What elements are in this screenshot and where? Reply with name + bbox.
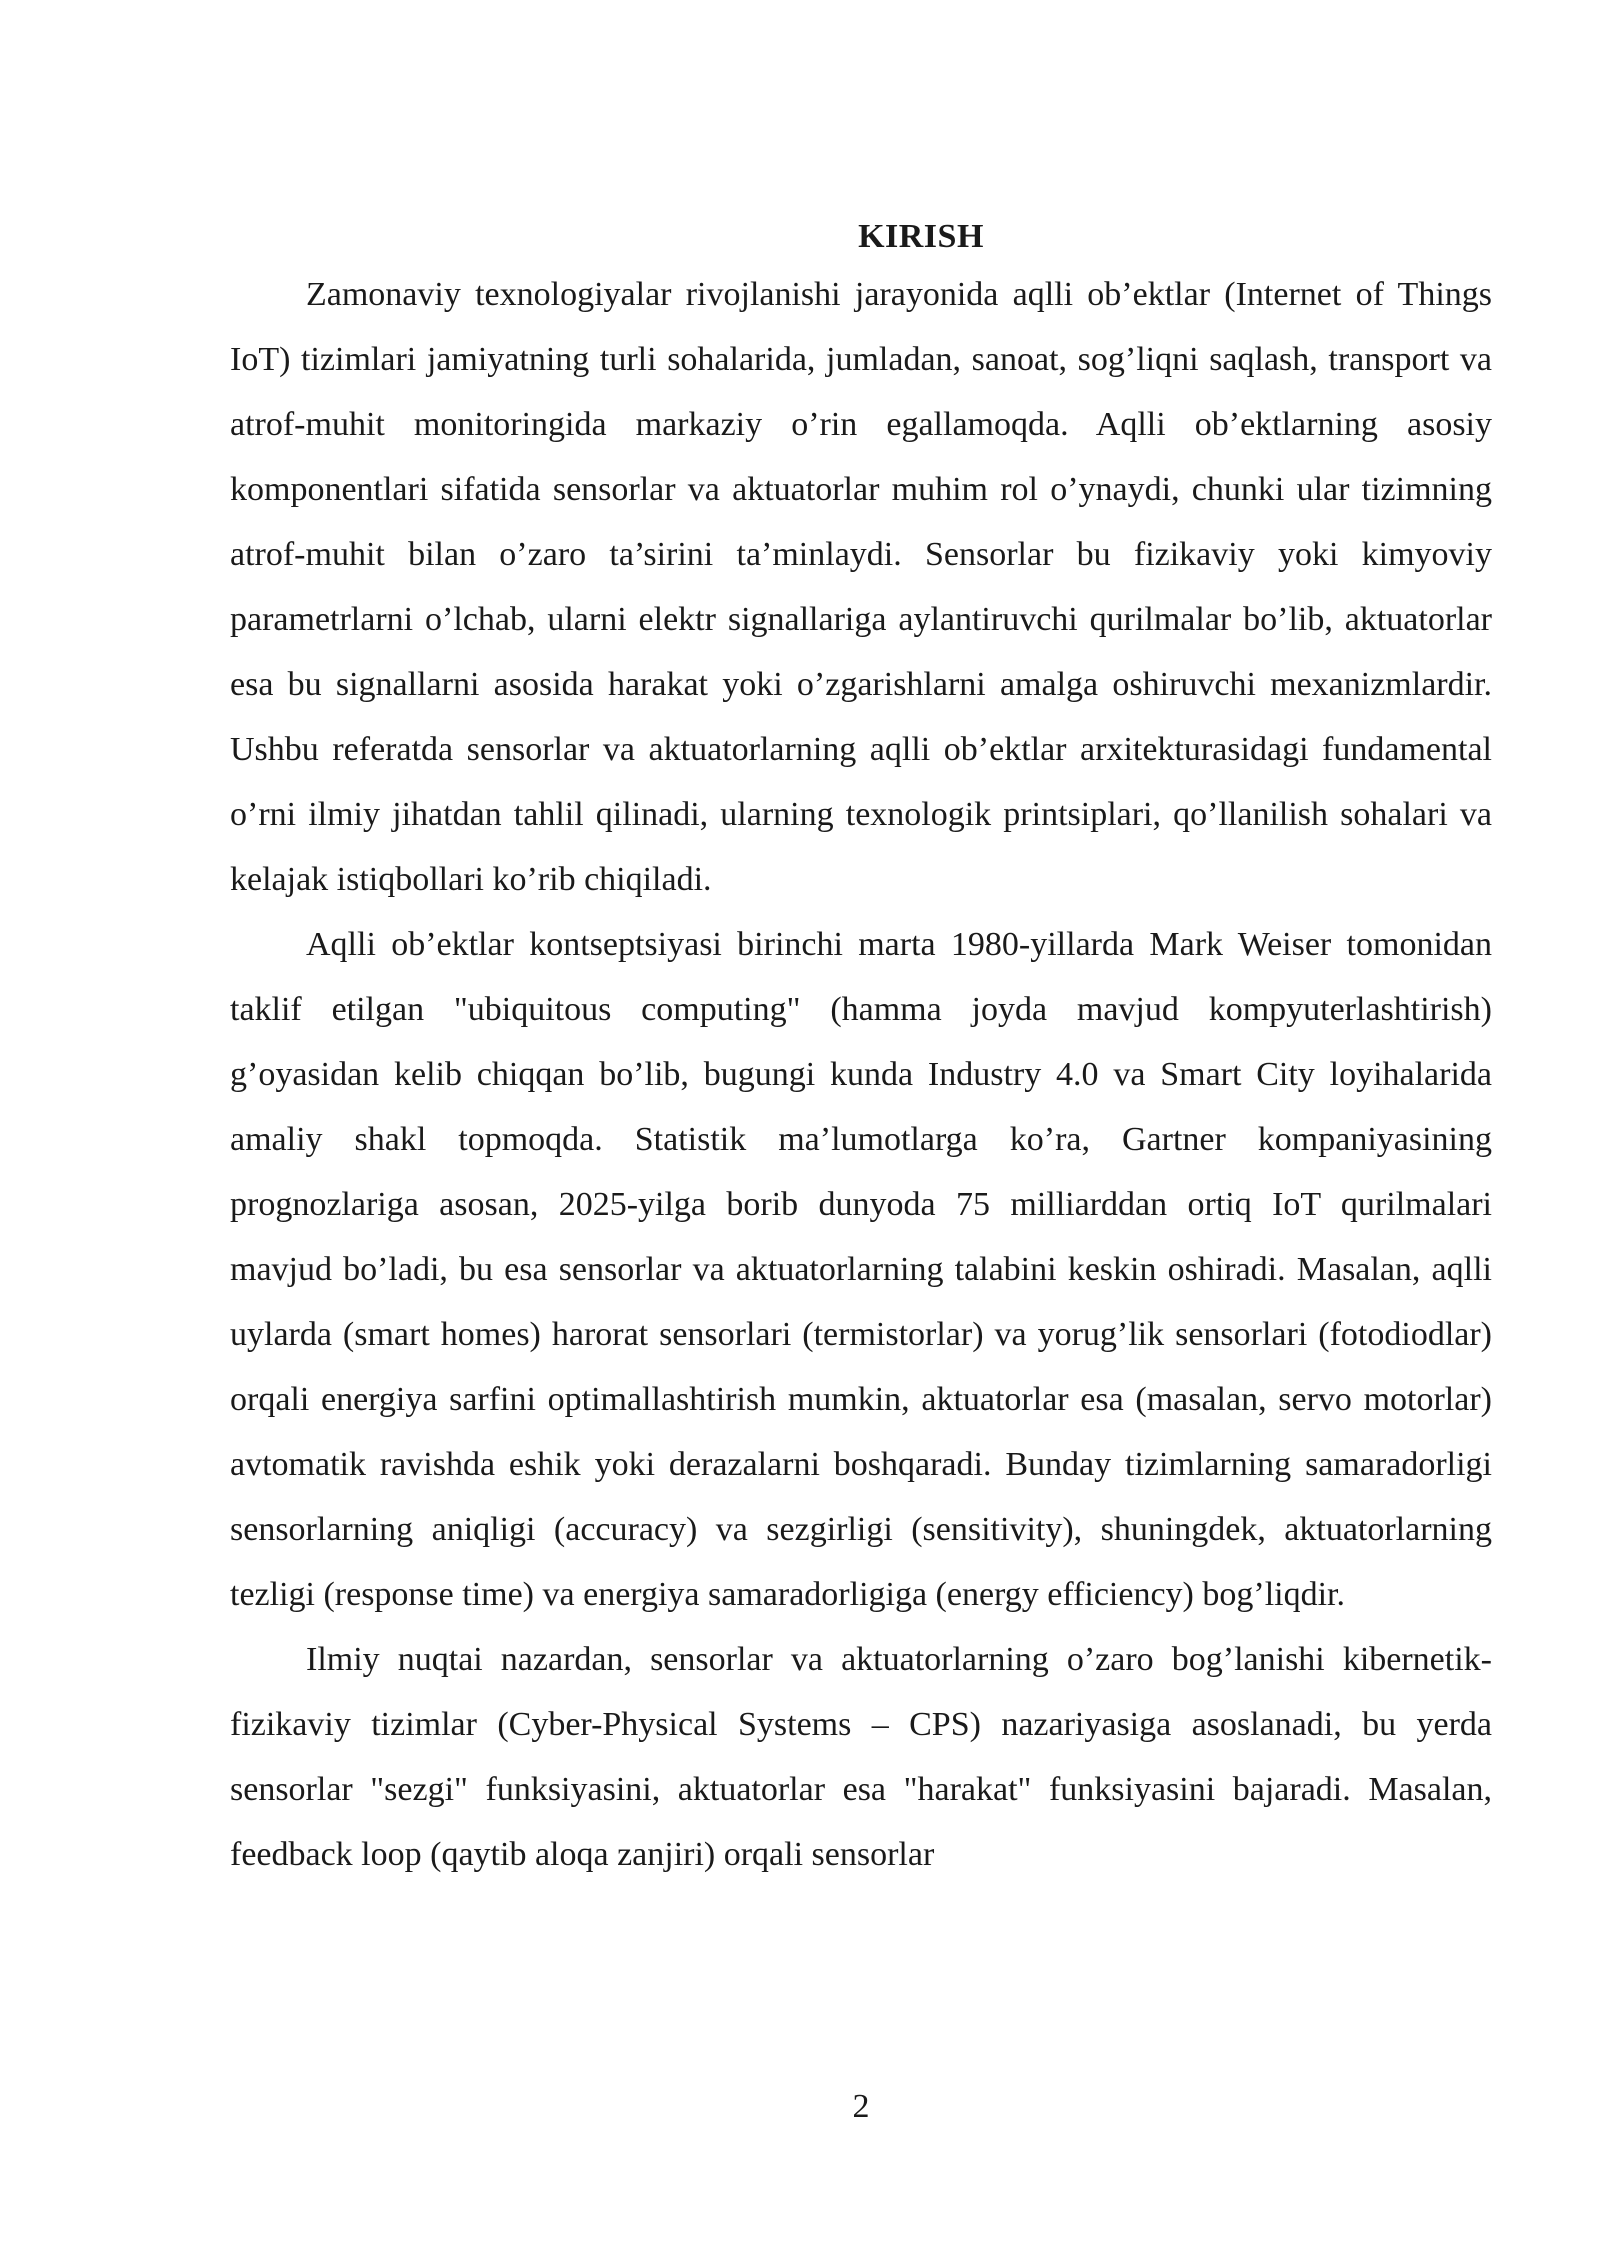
paragraph-intro: Zamonaviy texnologiyalar rivojlanishi jarayonida aqlli ob’ektlar (Internet of Things IoT) tizimlari jamiyatning turli sohalarida, jumladan, sanoat, sog’liqni saqlash, transport va atrof-muhit monitoringida markaziy o’rin egallamoqda. Aqlli ob’ektlarning asosiy komponentlari sifatida sensorlar va aktuatorlar muhim rol o’ynaydi, chunki ular tizimning atrof-muhit bilan o’zaro ta’sirini ta’minlaydi. Sensorlar bu fizikaviy yoki kimyoviy parametrlarni o’lchab, ularni elektr signallariga aylantiruvchi qurilmalar bo’lib, aktuatorlar esa bu signallarni asosida harakat yoki o’zgarishlarni amalga oshiruvchi mexanizmlardir. Ushbu referatda sensorlar va aktuatorlarning aqlli ob’ektlar arxitekturasidagi fundamental o’rni ilmiy jihatdan tahlil qilinadi, ularning texnologik printsiplari, qo’llanilish sohalari va kelajak istiqbollari ko’rib chiqiladi.	[230, 276, 1492, 898]
section-heading: KIRISH	[858, 218, 984, 255]
page-content	[230, 212, 1492, 1887]
paragraph-scientific: Ilmiy nuqtai nazardan, sensorlar va aktuatorlarning o’zaro bog’lanishi kibernetik-fizikaviy tizimlar (Cyber-Physical Systems – CPS) nazariyasiga asoslanadi, bu yerda sensorlar "sezgi" funksiyasini, aktuatorlar esa "harakat" funksiyasini bajaradi. Masalan, feedback loop (qaytib aloqa zanjiri) orqali sensorlar	[230, 1641, 1492, 1873]
paragraph-history: Aqlli ob’ektlar kontseptsiyasi birinchi marta 1980-yillarda Mark Weiser tomonidan taklif etilgan "ubiquitous computing" (hamma joyda mavjud kompyuterlashtirish) g’oyasidan kelib chiqqan bo’lib, bugungi kunda Industry 4.0 va Smart City loyihalarida amaliy shakl topmoqda. Statistik ma’lumotlarga ko’ra, Gartner kompaniyasining prognozlariga asosan, 2025-yilga borib dunyoda 75 milliarddan ortiq IoT qurilmalari mavjud bo’ladi, bu esa sensorlar va aktuatorlarning talabini keskin oshiradi. Masalan, aqlli uylarda (smart homes) harorat sensorlari (termistorlar) va yorug’lik sensorlari (fotodiodlar) orqali energiya sarfini optimallashtirish mumkin, aktuatorlar esa (masalan, servo motorlar) avtomatik ravishda eshik yoki derazalarni boshqaradi. Bunday tizimlarning samaradorligi sensorlarning aniqligi (accuracy) va sezgirligi (sensitivity), shuningdek, aktuatorlarning tezligi (response time) va energiya samaradorligiga (energy efficiency) bog’liqdir.	[230, 926, 1492, 1613]
page-number: 2	[852, 2088, 870, 2125]
